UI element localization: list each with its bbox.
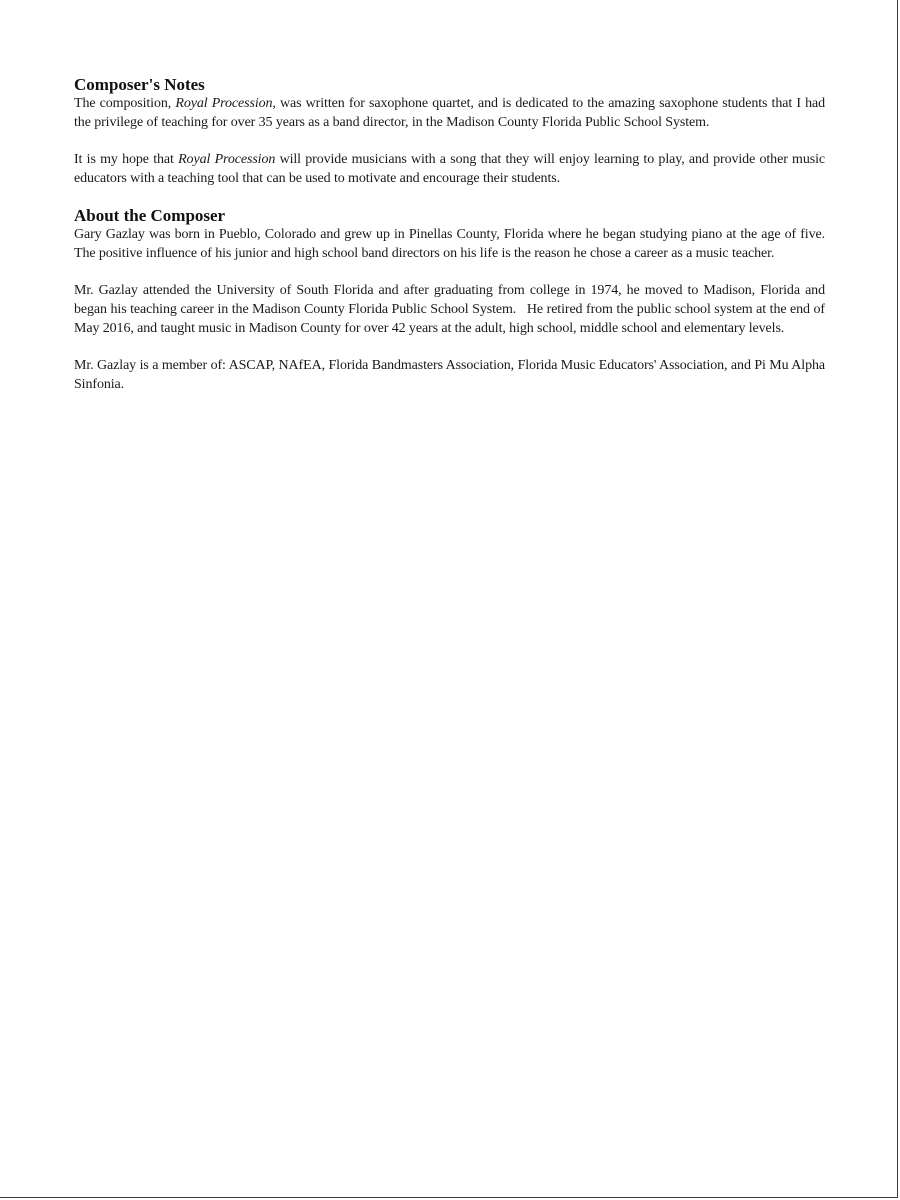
page-content bbox=[74, 75, 829, 394]
composers-notes-p2-before: It is my hope that bbox=[74, 152, 179, 167]
about-composer-heading: About the Composer bbox=[74, 206, 226, 225]
composition-title: Royal Procession bbox=[178, 152, 276, 167]
composers-notes-p2-after: will provide musicians with a song that they will enjoy learning to play, and provide other music educators with a teaching tool that can be used to motivate and encourage their students. bbox=[74, 152, 826, 186]
composers-notes-paragraph-1 bbox=[74, 94, 825, 132]
composition-title: Royal Procession bbox=[175, 96, 273, 111]
paragraph-gap bbox=[74, 338, 825, 356]
composers-notes-heading: Composer's Notes bbox=[74, 75, 205, 94]
about-composer-paragraph-2: Mr. Gazlay attended the University of South Florida and after graduating from college in 1974, he moved to Madison, Florida and began his teaching career in the Madison County Florida Public School System. He retired from the public school system at the end of May 2016, and taught music in Madison County for over 42 years at the adult, high school, middle school and elementary levels. bbox=[74, 283, 829, 336]
paragraph-gap bbox=[74, 132, 825, 150]
about-composer-paragraph-3: Mr. Gazlay is a member of: ASCAP, NAfEA, Florida Bandmasters Association, Florida Music Educators' Association, and Pi Mu Alpha Sinfonia. bbox=[74, 358, 825, 392]
about-composer-paragraph-1: Gary Gazlay was born in Pueblo, Colorado and grew up in Pinellas County, Florida where he began studying piano at the age of five. The positive influence of his junior and high school band directors on his life is the reason he chose a career as a music teacher. bbox=[74, 227, 825, 261]
composers-notes-p1-before: The composition, bbox=[74, 96, 176, 111]
paragraph-gap bbox=[74, 263, 825, 281]
composers-notes-p1-after: , was written for saxophone quartet, and is dedicated to the amazing saxophone students that I had the privilege of teaching for over 35 years as a band director, in the Madison County Florida Public School System. bbox=[74, 96, 825, 130]
section-gap bbox=[74, 188, 825, 207]
composers-notes-paragraph-2 bbox=[74, 150, 825, 188]
